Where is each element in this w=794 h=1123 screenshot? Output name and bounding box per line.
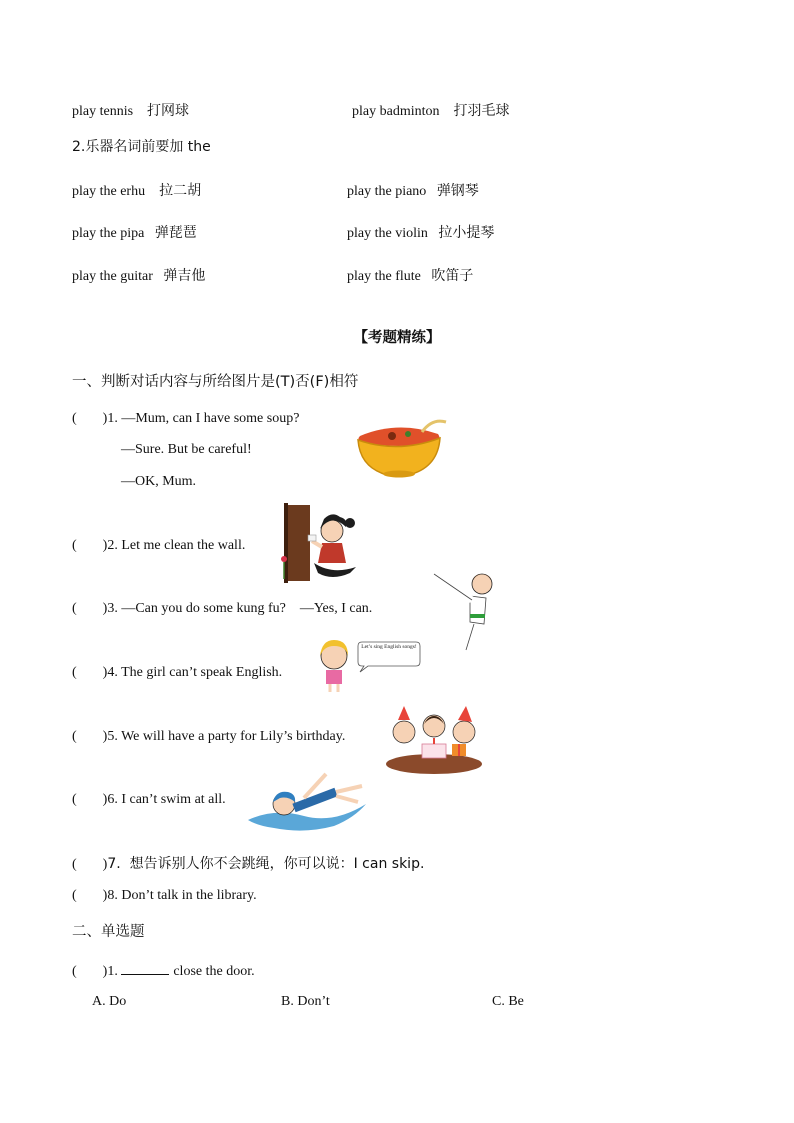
- phrase-zh: 弹琵琶: [154, 225, 197, 241]
- girl-bun: [345, 518, 355, 528]
- spoon-handle: [422, 421, 446, 432]
- swimmer-picture: [244, 768, 370, 836]
- question-text: 1. —Mum, can I have some soup?: [107, 411, 300, 426]
- vocab-row-1-right: [347, 182, 479, 201]
- vocab-row-0-left: [72, 102, 189, 121]
- party-hat: [398, 706, 410, 720]
- swimmer-body: [294, 792, 336, 808]
- answer-paren-close: ): [102, 792, 108, 807]
- dialog-line: —Sure. But be careful!: [121, 442, 252, 457]
- water: [248, 804, 366, 831]
- boy-uniform: [470, 596, 486, 624]
- swimmer-leg: [336, 786, 362, 792]
- answer-paren-close: ): [102, 538, 108, 553]
- speech-bubble-text: Let’s sing English songs!: [361, 644, 417, 650]
- leg-outline: [434, 574, 472, 600]
- answer-paren-close: ): [102, 729, 108, 744]
- phrase-en: play the piano: [347, 184, 427, 199]
- question-text: close the door.: [173, 964, 255, 979]
- door: [288, 505, 310, 581]
- child-head: [423, 715, 445, 737]
- answer-paren-close: ): [102, 665, 108, 680]
- question-5: [72, 728, 345, 746]
- answer-paren-open: (: [72, 411, 77, 426]
- question-4: [72, 664, 282, 682]
- question-text: 6. I can’t swim at all.: [107, 792, 226, 807]
- question-2: [72, 537, 245, 555]
- phrase-zh: 拉二胡: [159, 183, 202, 199]
- dialog-line: —OK, Mum.: [121, 474, 197, 489]
- green-belt: [470, 614, 485, 618]
- option-c[interactable]: C. Be: [492, 994, 524, 1009]
- question-6: [72, 791, 226, 809]
- answer-paren-open: (: [72, 964, 77, 979]
- answer-paren-open: (: [72, 857, 77, 872]
- answer-paren-close: ): [102, 888, 108, 903]
- vocab-row-0-right: [352, 102, 510, 121]
- vocab-row-2-left: [72, 224, 197, 243]
- answer-paren-open: (: [72, 665, 77, 680]
- boy-head: [472, 574, 492, 594]
- mc-question-1: [72, 961, 255, 981]
- phrase-zh: 弹钢琴: [436, 183, 479, 199]
- answer-paren-open: (: [72, 538, 77, 553]
- answer-paren-open: (: [72, 792, 77, 807]
- child-head: [393, 721, 415, 743]
- rule-2: 2.乐器名词前要加 the: [72, 139, 211, 155]
- answer-paren-open: (: [72, 729, 77, 744]
- child-head: [453, 721, 475, 743]
- girl-skirt: [314, 563, 356, 577]
- girl-dress: [326, 670, 342, 684]
- cleaning-cloth: [308, 535, 316, 541]
- vocab-row-1-left: [72, 182, 201, 201]
- phrase-zh: 打羽毛球: [453, 103, 510, 119]
- question-3: [72, 600, 372, 618]
- question-7: [72, 855, 424, 874]
- section-2-title: 二、单选题: [72, 924, 145, 940]
- phrase-zh: 拉小提琴: [438, 225, 495, 241]
- question-text: 2. Let me clean the wall.: [107, 538, 246, 553]
- option-a[interactable]: A. Do: [92, 994, 127, 1009]
- option-b[interactable]: B. Don’t: [281, 994, 330, 1009]
- vocab-row-3-right: [347, 267, 473, 286]
- birthday-cake: [422, 744, 446, 758]
- phrase-zh: 打网球: [147, 103, 190, 119]
- question-text: 5. We will have a party for Lily’s birthday.: [107, 729, 346, 744]
- soup-garnish: [405, 431, 411, 437]
- girl-at-door-picture: [274, 501, 366, 587]
- singing-girl-picture: [312, 636, 422, 694]
- birthday-party-picture: [384, 702, 484, 774]
- kung-fu-boy-picture: [426, 568, 500, 654]
- answer-paren-close: ): [102, 964, 108, 979]
- swimmer-leg: [336, 796, 358, 802]
- question-number: 1.: [107, 964, 118, 979]
- phrase-en: play the pipa: [72, 226, 145, 241]
- answer-paren-close: ): [102, 857, 108, 872]
- fill-in-blank[interactable]: [121, 961, 169, 975]
- soup-garnish: [388, 432, 396, 440]
- question-text: 4. The girl can’t speak English.: [107, 665, 283, 680]
- vocab-row-2-right: [347, 224, 494, 243]
- question-text: 8. Don’t talk in the library.: [107, 888, 257, 903]
- phrase-en: play the flute: [347, 269, 421, 284]
- bowl-base: [383, 471, 415, 478]
- phrase-zh: 吹笛子: [431, 268, 474, 284]
- answer-paren-close: ): [102, 601, 108, 616]
- answer-paren-open: (: [72, 601, 77, 616]
- phrase-zh: 弹吉他: [163, 268, 206, 284]
- phrase-en: play the guitar: [72, 269, 153, 284]
- answer-paren-open: (: [72, 888, 77, 903]
- phrase-en: play badminton: [352, 104, 440, 119]
- vocab-row-3-left: [72, 267, 205, 286]
- question-1: [72, 410, 299, 428]
- phrase-en: play the erhu: [72, 184, 146, 199]
- party-hat: [458, 706, 472, 722]
- question-text: 7. 想告诉别人你不会跳绳，你可以说：I can skip.: [107, 856, 425, 872]
- practice-title: 【考题精练】: [353, 330, 441, 346]
- phrase-en: play the violin: [347, 226, 428, 241]
- question-8: [72, 887, 257, 905]
- answer-paren-close: ): [102, 411, 108, 426]
- phrase-en: play tennis: [72, 104, 134, 119]
- question-text: 3. —Can you do some kung fu? —Yes, I can.: [107, 601, 373, 616]
- soup-bowl-picture: [352, 414, 448, 478]
- section-1-title: 一、判断对话内容与所给图片是(T)否(F)相符: [72, 374, 359, 390]
- flower: [281, 556, 287, 562]
- girl-arm: [312, 541, 322, 547]
